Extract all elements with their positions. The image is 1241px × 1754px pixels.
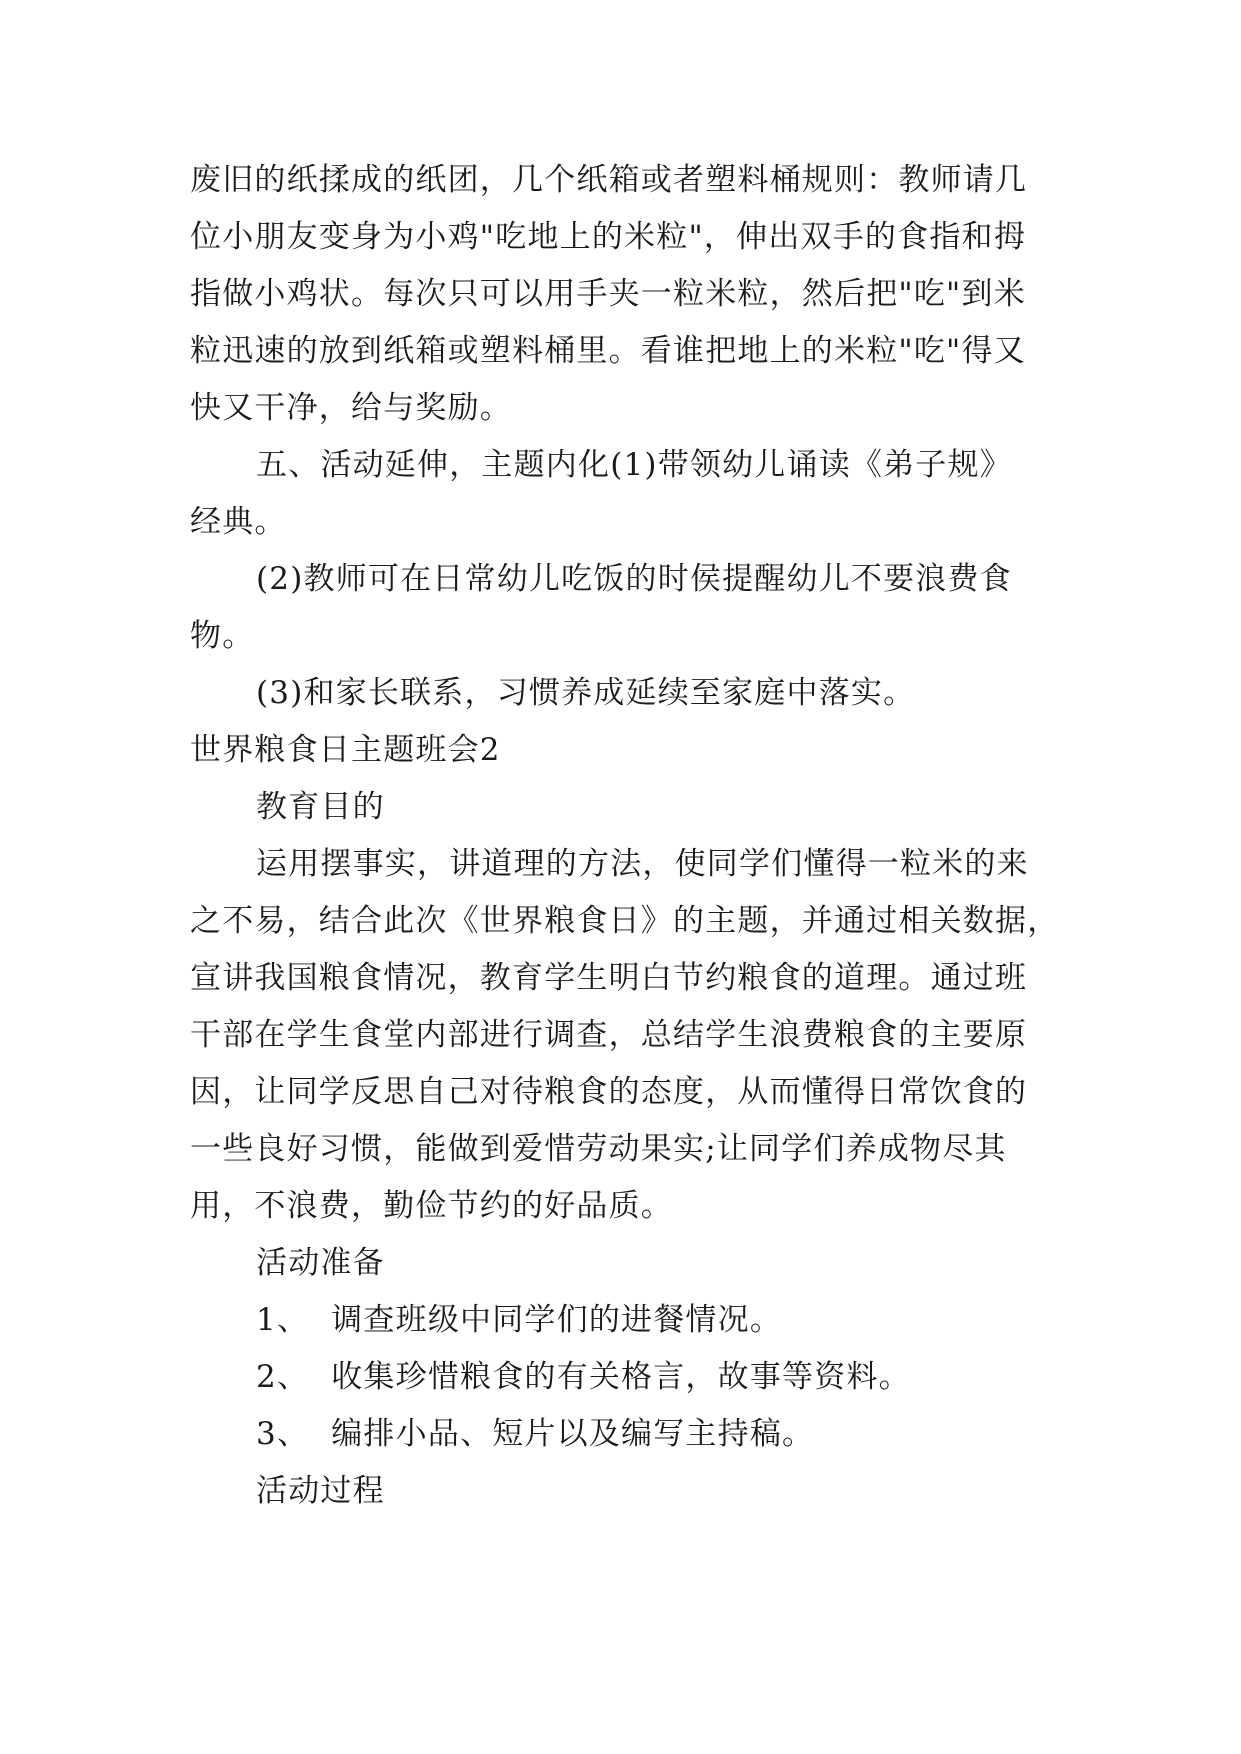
text-line: 用，不浪费，勤俭节约的好品质。 <box>190 1188 673 1224</box>
text-line: 之不易，结合此次《世界粮食日》的主题，并通过相关数据， <box>190 903 1060 939</box>
subsection-heading: 活动准备 <box>256 1245 385 1281</box>
paragraph-heading: 五、活动延伸，主题内化(1)带领幼儿诵读《弟子规》 <box>256 447 1012 483</box>
text-line: 指做小鸡状。每次只可以用手夹一粒米粒，然后把"吃"到米 <box>190 276 1026 312</box>
text-line: 粒迅速的放到纸箱或塑料桶里。看谁把地上的米粒"吃"得又 <box>190 333 1026 369</box>
list-item: (3)和家长联系，习惯养成延续至家庭中落实。 <box>256 675 916 711</box>
list-item: 2、 收集珍惜粮食的有关格言，故事等资料。 <box>256 1359 911 1395</box>
text-line: 干部在学生食堂内部进行调查，总结学生浪费粮食的主要原 <box>190 1017 1028 1053</box>
text-line: 物。 <box>190 618 255 654</box>
subsection-heading: 活动过程 <box>256 1473 385 1509</box>
text-line: 位小朋友变身为小鸡"吃地上的米粒"，伸出双手的食指和拇 <box>190 219 1026 255</box>
section-title: 世界粮食日主题班会2 <box>190 732 501 768</box>
text-line: 因，让同学反思自己对待粮食的态度，从而懂得日常饮食的 <box>190 1074 1028 1110</box>
text-line: 一些良好习惯，能做到爱惜劳动果实;让同学们养成物尽其 <box>190 1131 1007 1167</box>
subsection-heading: 教育目的 <box>256 789 385 825</box>
list-item: (2)教师可在日常幼儿吃饭的时侯提醒幼儿不要浪费食 <box>256 561 1012 597</box>
text-line: 运用摆事实，讲道理的方法，使同学们懂得一粒米的来 <box>256 846 1029 882</box>
list-item: 1、 调查班级中同学们的进餐情况。 <box>256 1302 783 1338</box>
text-line: 经典。 <box>190 504 287 540</box>
text-line: 废旧的纸揉成的纸团，几个纸箱或者塑料桶规则：教师请几 <box>190 162 1028 198</box>
list-item: 3、 编排小品、短片以及编写主持稿。 <box>256 1416 815 1452</box>
text-line: 快又干净，给与奖励。 <box>190 390 512 426</box>
text-line: 宣讲我国粮食情况，教育学生明白节约粮食的道理。通过班 <box>190 960 1028 996</box>
